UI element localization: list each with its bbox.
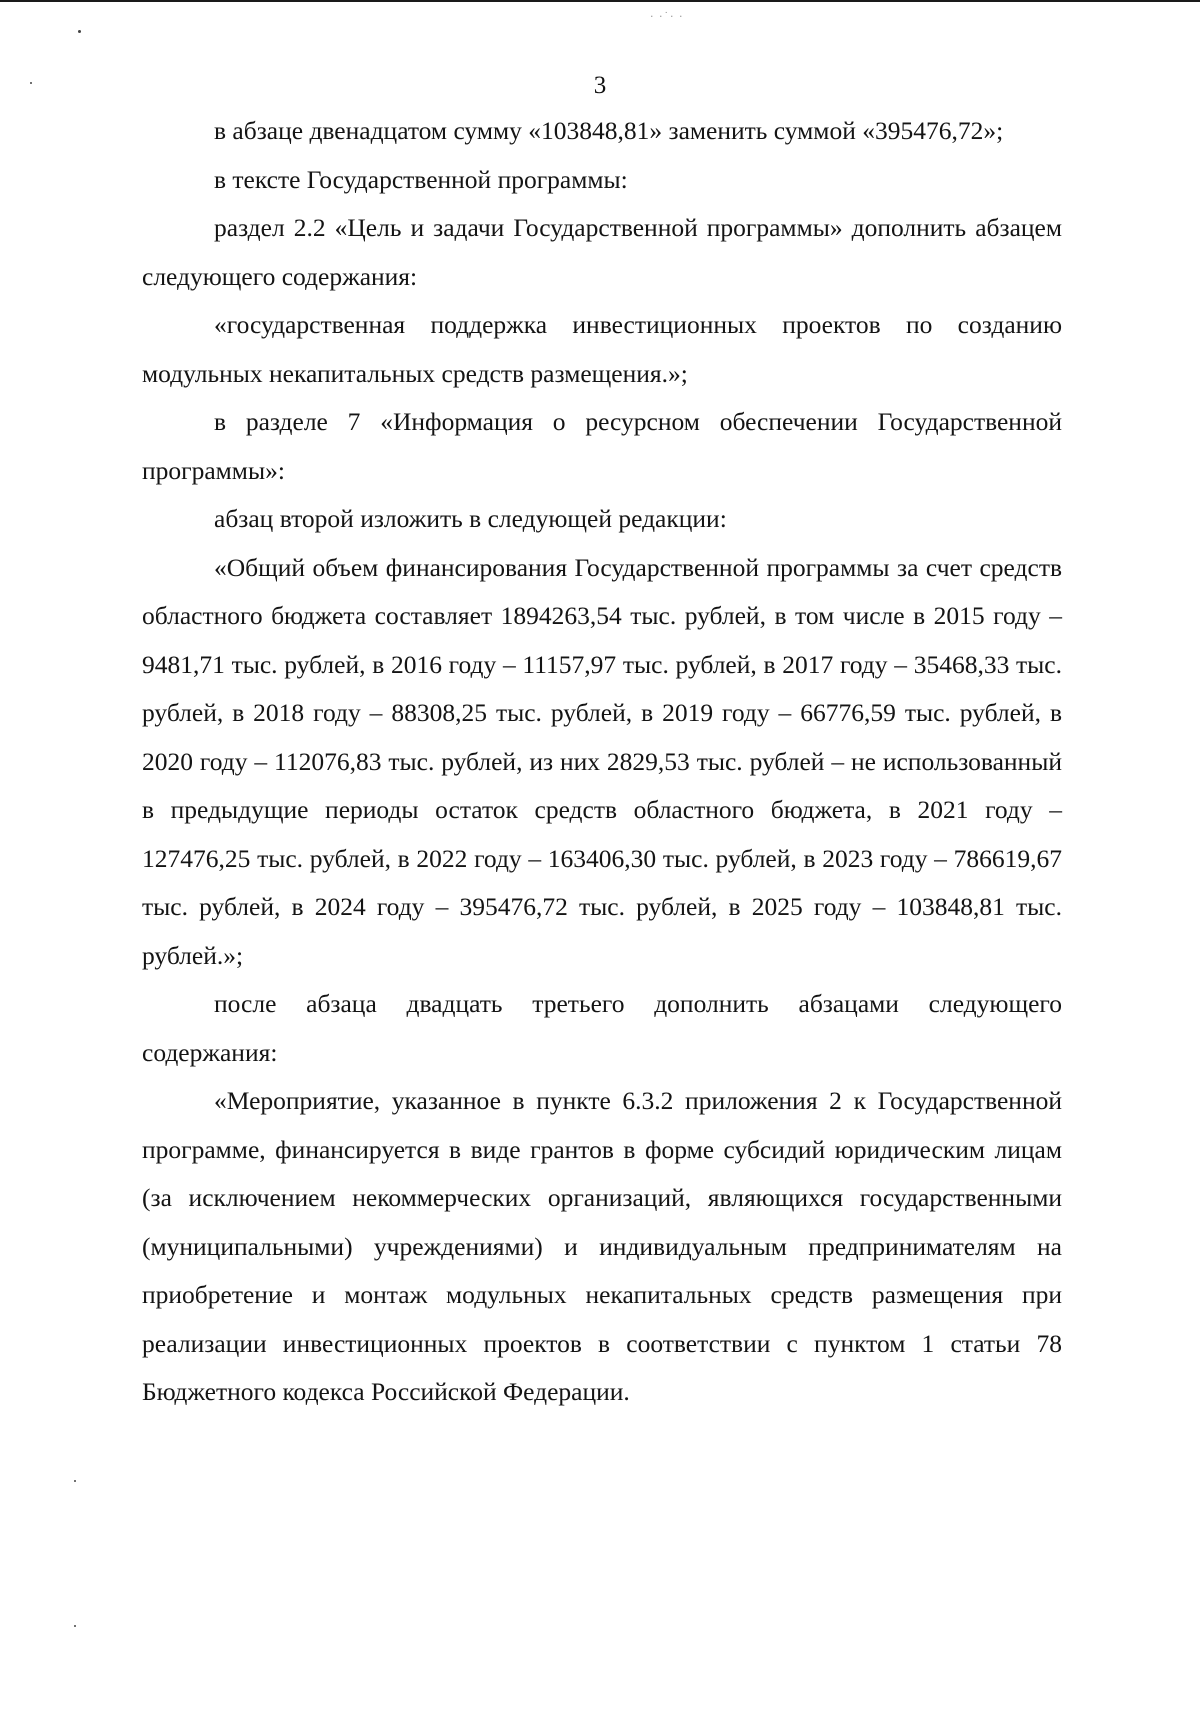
scan-speck bbox=[74, 1625, 76, 1627]
paragraph-investment-support-quote: «государственная поддержка инвестиционных проектов по созданию модульных некапитальных средств размещения.»; bbox=[142, 310, 1062, 388]
scan-speck bbox=[74, 1480, 76, 1482]
paragraph-second-abzac: абзац второй изложить в следующей редакции: bbox=[214, 504, 727, 533]
scan-speck bbox=[30, 82, 32, 84]
document-body bbox=[142, 107, 1062, 1417]
paragraph-amount-replacement: в абзаце двенадцатом сумму «103848,81» заменить суммой «395476,72»; bbox=[214, 116, 1004, 145]
page-number: 3 bbox=[593, 72, 607, 99]
top-border-line bbox=[0, 0, 1200, 2]
paragraph-after-23rd: после абзаца двадцать третьего дополнить абзацами следующего содержания: bbox=[142, 989, 1062, 1067]
scan-speck bbox=[78, 30, 81, 33]
paragraph-measure-grants: «Мероприятие, указанное в пункте 6.3.2 приложения 2 к Государственной программе, финансируется в виде грантов в форме субсидий юридическим лицам (за исключением некоммерческих организаций, являющихся государственными (муниципальными) учреждениями) и индивидуальным предпринимателям на приобретение и монтаж модульных некапитальных средств размещения при реализации инвестиционных проектов в соответствии с пунктом 1 статьи 78 Бюджетного кодекса Российской Федерации. bbox=[142, 1086, 1062, 1406]
paragraph-section-7: в разделе 7 «Информация о ресурсном обеспечении Государственной программы»: bbox=[142, 407, 1062, 485]
paragraph-section-2-2: раздел 2.2 «Цель и задачи Государственной программы» дополнить абзацем следующего содержания: bbox=[142, 213, 1062, 291]
paragraph-program-text-heading: в тексте Государственной программы: bbox=[214, 164, 628, 194]
paragraph-funding-volume: «Общий объем финансирования Государственной программы за счет средств областного бюджета составляет 1894263,54 тыс. рублей, в том числе в 2015 году – 9481,71 тыс. рублей, в 2016 году – 11157,97 тыс. рублей, в 2017 году – 35468,33 тыс. рублей, в 2018 году – 88308,25 тыс. рублей, в 2019 году – 66776,59 тыс. рублей, в 2020 году – 112076,83 тыс. рублей, из них 2829,53 тыс. рублей – не использованный в предыдущие периоды остаток средств областного бюджета, в 2021 году – 127476,25 тыс. рублей, в 2022 году – 163406,30 тыс. рублей, в 2023 году – 786619,67 тыс. рублей, в 2024 году – 395476,72 тыс. рублей, в 2025 году – 103848,81 тыс. рублей.»; bbox=[142, 552, 1062, 970]
scan-artifact: · ·˙· · bbox=[650, 10, 684, 23]
